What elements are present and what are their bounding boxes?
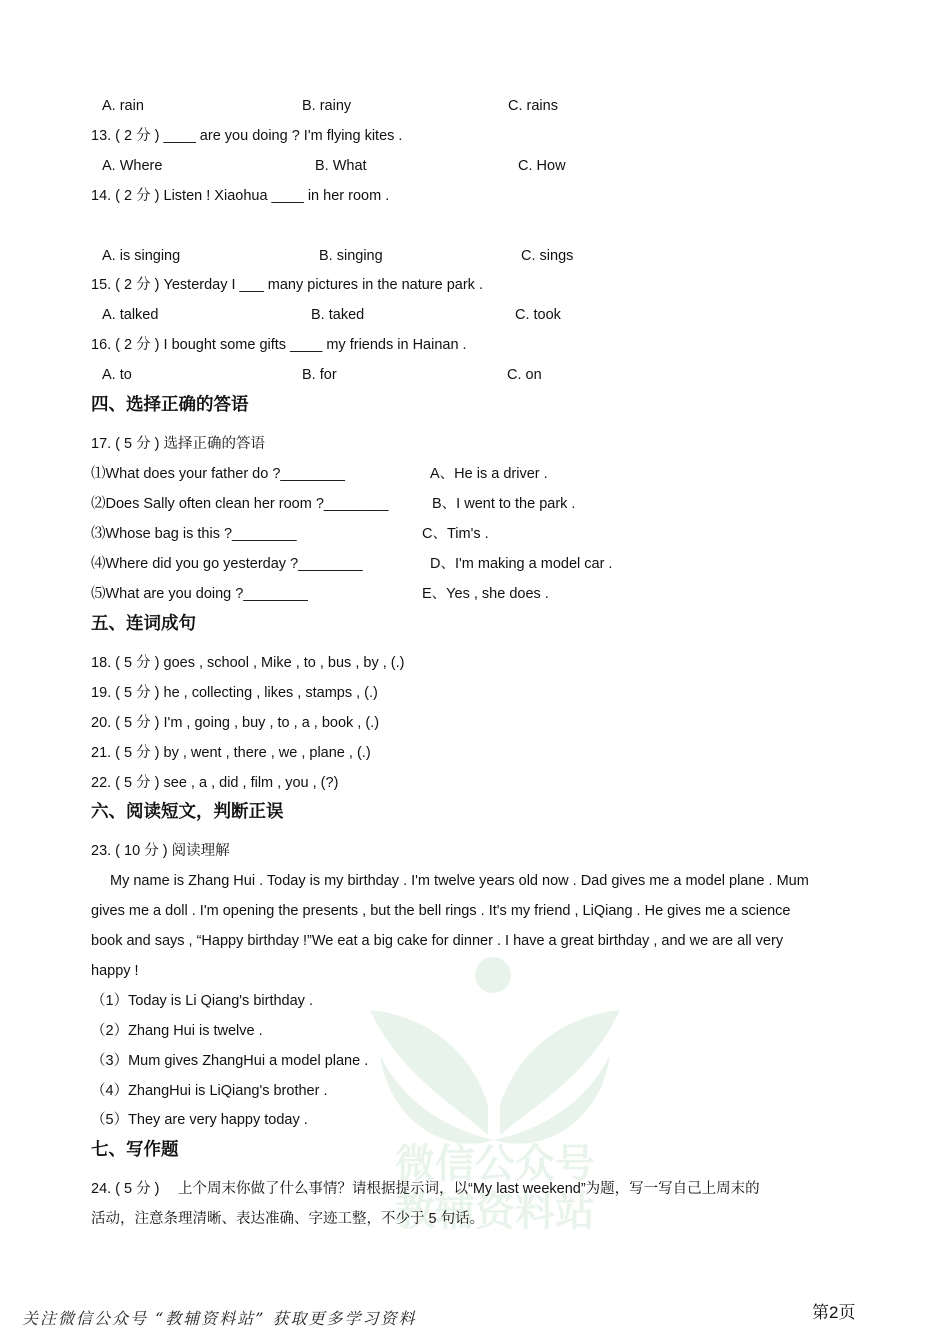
passage-line-4: happy ! (91, 963, 139, 979)
q17-answer-c: C、Tim's . (422, 526, 489, 542)
statement-1: （1）Today is Li Qiang's birthday . (91, 993, 313, 1009)
statement-4: （4）ZhangHui is LiQiang's brother . (91, 1083, 328, 1099)
q15-option-a: A. talked (102, 307, 159, 323)
q16-option-c: C. on (507, 367, 542, 383)
q22: 22. ( 5 分 ) see , a , did , film , you , (?) (91, 775, 339, 791)
q14-option-c: C. sings (521, 248, 574, 264)
footer-promo-text: 关注微信公众号 “教辅资料站” 获取更多学习资料 (22, 1309, 417, 1328)
q16-stem: 16. ( 2 分 ) I bought some gifts ____ my friends in Hainan . (91, 337, 467, 353)
q17-item-4: ⑷Where did you go yesterday ?________ (91, 556, 363, 572)
statement-2: （2）Zhang Hui is twelve . (91, 1023, 263, 1039)
watermark-line2: 教辅资料站 (395, 1189, 595, 1235)
q16-option-a: A. to (102, 367, 132, 383)
q14-option-b: B. singing (319, 248, 383, 264)
q15-stem: 15. ( 2 分 ) Yesterday I ___ many pictures in the nature park . (91, 277, 483, 293)
q19: 19. ( 5 分 ) he , collecting , likes , stamps , (.) (91, 685, 378, 701)
q12-option-b: B. rainy (302, 98, 352, 114)
statement-5: （5）They are very happy today . (91, 1112, 308, 1128)
page-number: 第2页 (812, 1303, 856, 1322)
q17-answer-b: B、I went to the park . (432, 496, 576, 512)
q17-stem: 17. ( 5 分 ) 选择正确的答语 (91, 436, 266, 452)
q18: 18. ( 5 分 ) goes , school , Mike , to , bus , by , (.) (91, 655, 405, 671)
q14-stem: 14. ( 2 分 ) Listen ! Xiaohua ____ in her room . (91, 188, 390, 204)
q24-line-2: 活动，注意条理清晰、表达准确、字迹工整，不少于 5 句话。 (91, 1211, 485, 1227)
q17-answer-d: D、I'm making a model car . (430, 556, 613, 572)
section4-heading: 四、选择正确的答语 (91, 395, 249, 415)
q13-stem: 13. ( 2 分 ) ____ are you doing ? I'm flying kites . (91, 128, 403, 144)
q14-option-a: A. is singing (102, 248, 181, 264)
q13-option-a: A. Where (102, 158, 163, 174)
q13-option-b: B. What (315, 158, 367, 174)
q17-answer-a: A、He is a driver . (430, 466, 548, 482)
q12-option-a: A. rain (102, 98, 144, 114)
watermark-line1: 微信公众号 (395, 1141, 595, 1187)
watermark-logo (360, 955, 630, 1245)
passage-line-1: My name is Zhang Hui . Today is my birthday . I'm twelve years old now . Dad gives me a model plane . Mum (110, 873, 809, 889)
q17-item-2: ⑵Does Sally often clean her room ?________ (91, 496, 389, 512)
q17-item-5: ⑸What are you doing ?________ (91, 586, 308, 602)
q17-item-3: ⑶Whose bag is this ?________ (91, 526, 297, 542)
q17-item-1: ⑴What does your father do ?________ (91, 466, 345, 482)
q12-option-c: C. rains (508, 98, 558, 114)
passage-line-2: gives me a doll . I'm opening the presents , but the bell rings . It's my friend , LiQiang . He gives me a science (91, 903, 791, 919)
statement-3: （3）Mum gives ZhangHui a model plane . (91, 1053, 369, 1069)
q16-option-b: B. for (302, 367, 337, 383)
section6-heading: 六、阅读短文，判断正误 (91, 802, 284, 822)
q24-line-1: 24. ( 5 分 ) 上个周末你做了什么事情？请根据提示词，以“My last weekend”为题，写一写自己上周末的 (91, 1181, 760, 1197)
q23-stem: 23. ( 10 分 ) 阅读理解 (91, 843, 230, 859)
q21: 21. ( 5 分 ) by , went , there , we , plane , (.) (91, 745, 371, 761)
q15-option-b: B. taked (311, 307, 365, 323)
q17-answer-e: E、Yes , she does . (422, 586, 549, 602)
section5-heading: 五、连词成句 (91, 614, 196, 634)
q20: 20. ( 5 分 ) I'm , going , buy , to , a , book , (.) (91, 715, 380, 731)
passage-line-3: book and says , “Happy birthday !”We eat a big cake for dinner . I have a great birthday , and we are all very (91, 933, 784, 949)
q13-option-c: C. How (518, 158, 566, 174)
q15-option-c: C. took (515, 307, 561, 323)
section7-heading: 七、写作题 (91, 1140, 179, 1160)
